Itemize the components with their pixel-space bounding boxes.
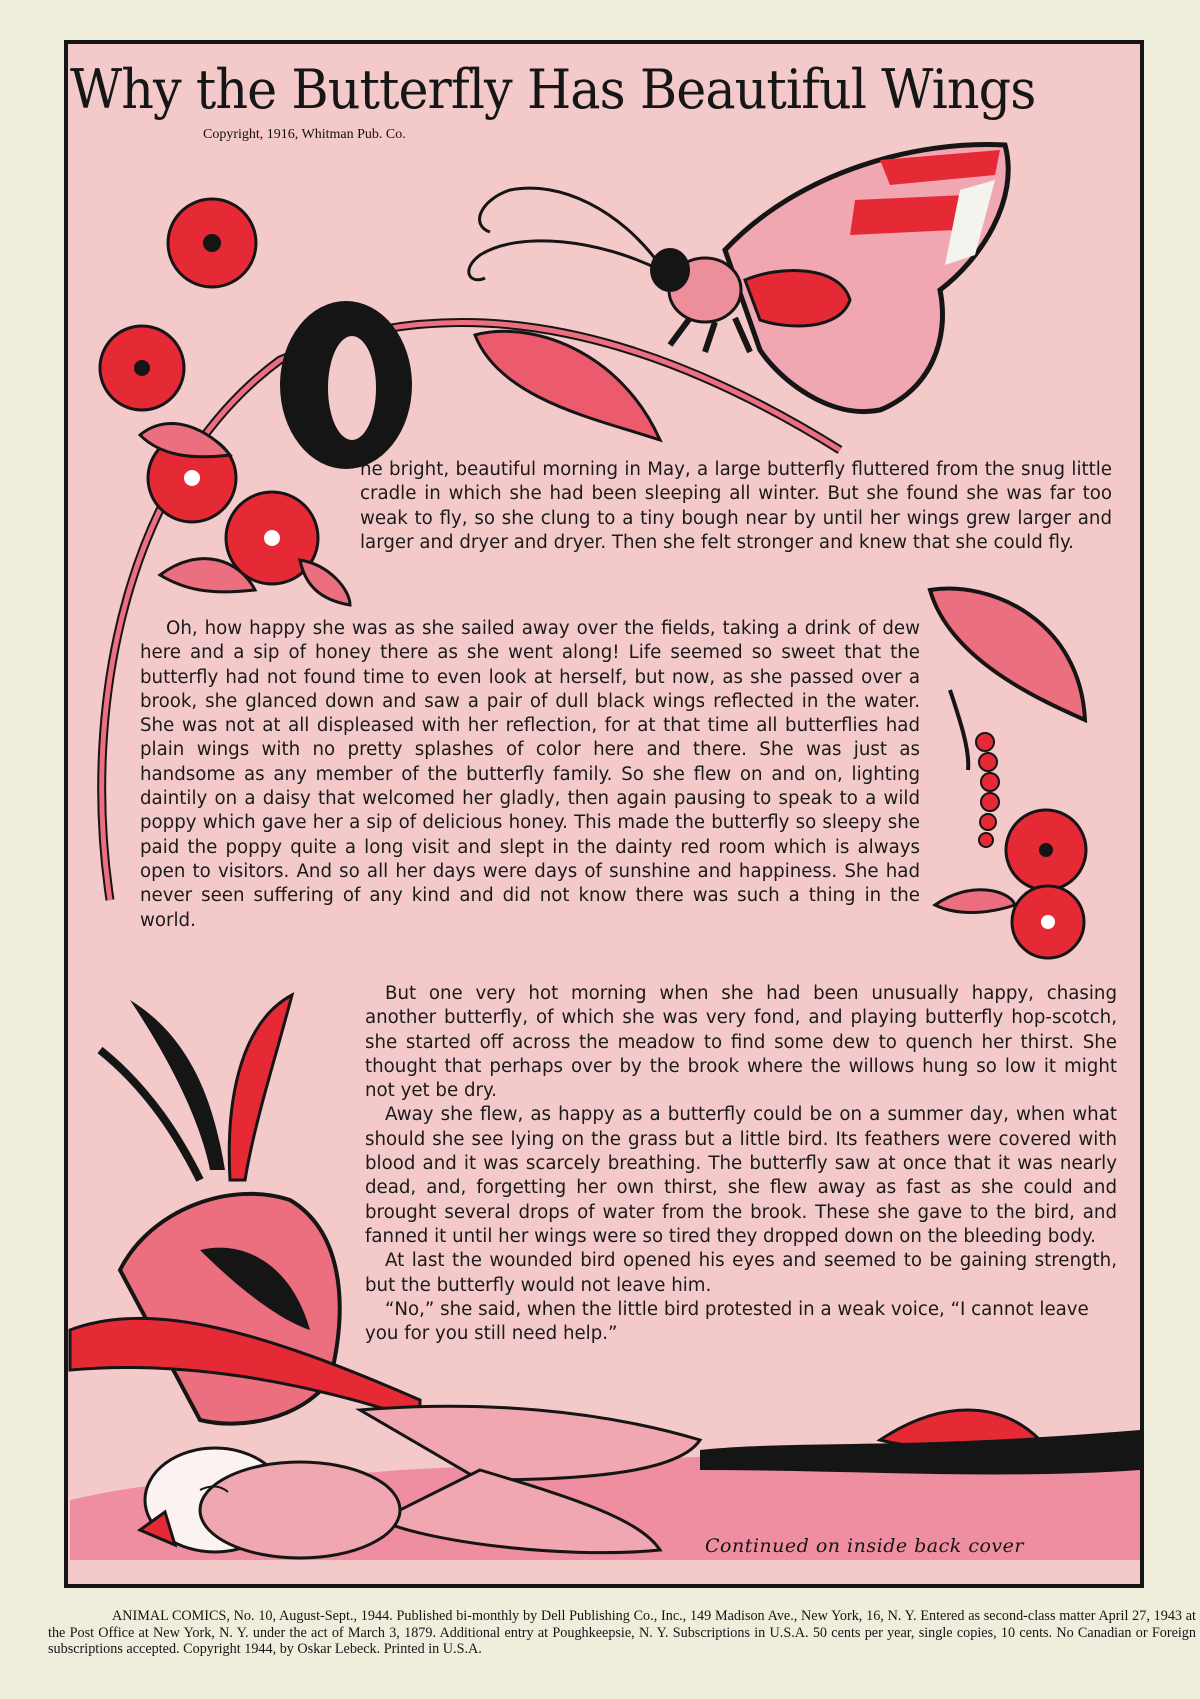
publication-imprint — [48, 1608, 1196, 1658]
story-paragraphs-continued — [365, 982, 1117, 1346]
paragraph-6: “No,” she said, when the little bird protested in a weak voice, “I cannot leave you for you still need help.” — [365, 1298, 1089, 1345]
story-paragraph-2 — [140, 617, 920, 933]
paragraph-text: Oh, how happy she was as she sailed away over the fields, taking a drink of dew here and a sip of honey there as she went along! Life seemed so sweet that the butterfly had not found time to even look at herself, but now, as she passed over a brook, she glanced down and saw a pair of dull black wings reflected in the water. She was not at all displeased with her reflection, for at that time all butterflies had plain wings with no pretty splashes of color here and there. She was just as handsome as any member of the butterfly family. So she flew on and on, lighting daintily on a daisy that welcomed her gladly, then again pausing to speak to a wild poppy which gave her a sip of delicious honey. This made the butterfly so sleepy she paid the poppy quite a long visit and slept in the dainty red room which is always open to visitors. And so all her days were days of sunshine and happiness. She had never seen suffering of any kind and did not know there was such a thing in the world. — [140, 618, 920, 931]
imprint-text: ANIMAL COMICS, No. 10, August-Sept., 1944. Published bi-monthly by Dell Publishing Co., Inc., 149 Madison Ave., New York, 16, N. Y. Entered as second-class matter April 27, 1943 at the Post Office at New York, N. Y. under the act of March 3, 1879. Additional entry at Poughkeepsie, N. Y. Subscriptions in U.S.A. 50 cents per year, single copies, 10 cents. No Canadian or Foreign subscriptions accepted. Copyright 1944, by Oskar Lebeck. Printed in U.S.A. — [48, 1608, 1196, 1657]
drop-cap-o — [272, 296, 420, 474]
paragraph-5: At last the wounded bird opened his eyes and seemed to be gaining strength, but the butterfly would not leave him. — [365, 1250, 1117, 1296]
bud-and-flowers-right — [930, 589, 1086, 958]
paragraph-text: ne bright, beautiful morning in May, a large butterfly fluttered from the snug little cradle in which she had been sleeping all winter. But she found she was far too weak to fly, so she clung to a tiny bough near by until her wings grew larger and larger and dryer and dryer. Then she felt stronger and knew that she could fly. — [360, 459, 1112, 553]
copyright-line: Copyright, 1916, Whitman Pub. Co. — [203, 127, 406, 142]
story-title: Why the Butterfly Has Beautiful Wings — [70, 58, 1036, 121]
paragraph-3: But one very hot morning when she had been unusually happy, chasing another butterfly, of which she was very fond, and playing butterfly hop-scotch, she started off across the meadow to find some dew to quench her thirst. She thought that perhaps over by the brook where the willows hung so low it might not yet be dry. — [365, 983, 1117, 1102]
continued-note: Continued on inside back cover — [705, 1535, 1024, 1557]
paragraph-4: Away she flew, as happy as a butterfly could be on a summer day, when what should she see lying on the grass but a little bird. Its feathers were covered with blood and it was scarcely breathing. The butterfly saw at once that it was nearly dead, and, forgetting her own thirst, she flew away as fast as she could and brought several drops of water from the brook. These she gave to the bird, and fanned it until her wings were so tired they dropped down on the bleeding body. — [365, 1104, 1117, 1247]
story-paragraph-1 — [360, 458, 1112, 555]
